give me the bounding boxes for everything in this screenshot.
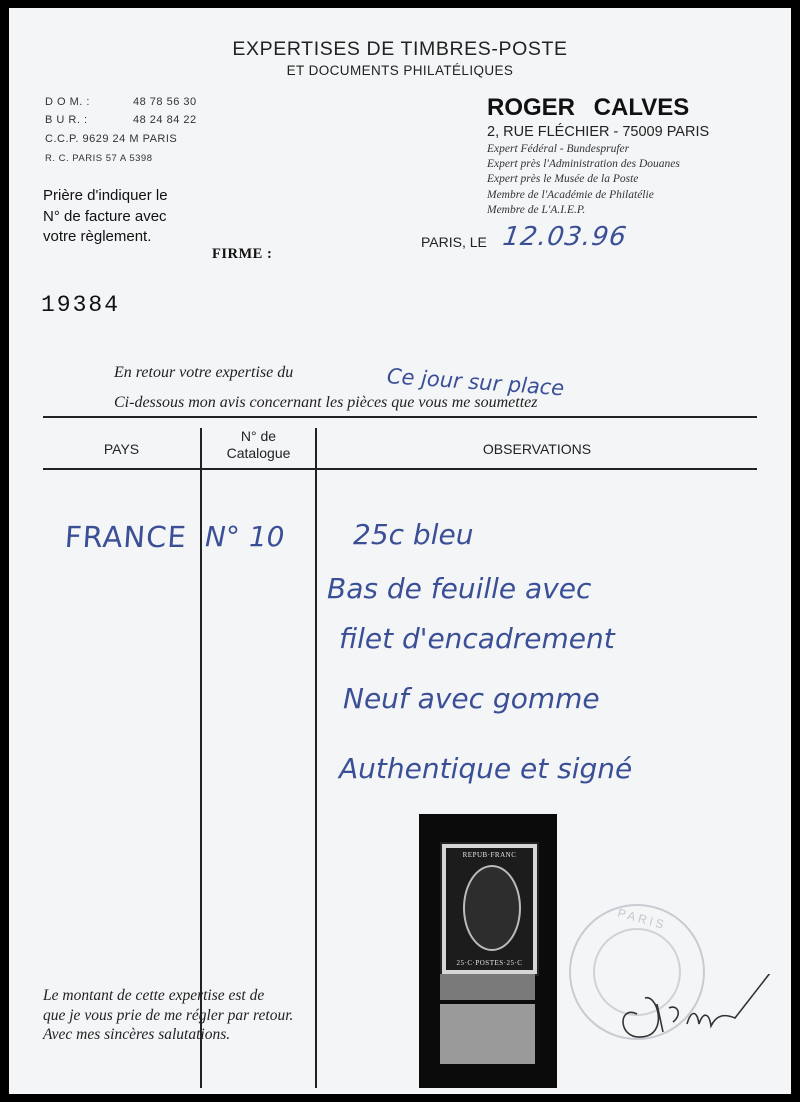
invoice-number: 19384 <box>41 292 121 318</box>
intro-line-2: Ci-dessous mon avis concernant les pièces que vous me soumettez <box>114 394 538 411</box>
credential-line: Expert Fédéral - Bundesprufer <box>487 143 630 155</box>
stamp-frame <box>446 848 533 970</box>
observation-line: Authentique et signé <box>339 752 633 785</box>
payment-request-line: votre règlement. <box>43 228 152 245</box>
sheet-margin <box>440 1004 535 1064</box>
contact-dom-number: 48 78 56 30 <box>133 96 197 108</box>
table-header-rule <box>43 468 757 470</box>
header-catalogue <box>202 428 315 462</box>
payment-request <box>43 186 168 248</box>
credential-line: Expert près l'Administration des Douanes <box>487 158 680 171</box>
contact-dom-label: D O M. : <box>45 96 90 108</box>
letterhead-title: EXPERTISES DE TIMBRES-POSTE <box>232 38 568 60</box>
stamp-mount <box>419 814 557 1088</box>
payment-request-line: Prière d'indiquer le <box>43 187 168 204</box>
closing-text <box>43 986 293 1045</box>
contact-ccp: C.C.P. 9629 24 M PARIS <box>45 133 178 145</box>
header-catalogue-line: N° de <box>240 428 277 444</box>
cell-pays: FRANCE <box>63 520 188 554</box>
intro-line-1: En retour votre expertise du <box>114 364 294 381</box>
expertise-certificate <box>9 8 791 1094</box>
postage-stamp-image <box>440 842 539 976</box>
credential-line: Expert près le Musée de la Poste <box>487 173 639 186</box>
handwritten-expertise-date: Ce jour sur place <box>386 364 566 401</box>
handwritten-date: 12.03.96 <box>500 222 629 252</box>
expert-credentials <box>487 142 680 218</box>
signature-icon <box>607 974 787 1054</box>
letterhead-subtitle: ET DOCUMENTS PHILATÉLIQUES <box>286 63 514 78</box>
credential-line: Membre de l'Académie de Philatélie <box>487 188 654 201</box>
contact-rc: R. C. PARIS 57 A 5398 <box>45 153 153 164</box>
stamp-top-text: REPUB·FRANC <box>462 851 517 859</box>
table-column-divider <box>315 428 317 1088</box>
sheet-margin-with-frame-line <box>440 974 535 1000</box>
contact-bur <box>45 114 197 126</box>
credential-line: Membre de L'A.I.E.P. <box>487 203 586 216</box>
seal-text: PARIS <box>616 905 669 933</box>
closing-line: que je vous prie de me régler par retour. <box>43 1006 294 1024</box>
closing-line: Le montant de cette expertise est de <box>43 987 265 1004</box>
payment-request-line: N° de facture avec <box>43 207 167 225</box>
header-observations: OBSERVATIONS <box>482 441 592 457</box>
observation-line: 25c bleu <box>353 518 474 551</box>
date-prefix: PARIS, LE <box>421 234 487 250</box>
closing-line: Avec mes sincères salutations. <box>43 1026 231 1043</box>
contact-bur-label: B U R. : <box>45 114 88 126</box>
portrait-medallion <box>463 865 521 951</box>
observation-line: filet d'encadrement <box>339 622 615 655</box>
cell-catalogue: N° 10 <box>205 520 285 553</box>
observation-line: Bas de feuille avec <box>327 572 592 605</box>
stamp-bottom-text: 25·C·POSTES·25·C <box>456 959 523 967</box>
contact-bur-number: 48 24 84 22 <box>133 114 197 126</box>
firme-label: FIRME : <box>212 246 273 262</box>
expert-address: 2, RUE FLÉCHIER - 75009 PARIS <box>487 124 710 140</box>
expert-name: ROGER CALVES <box>487 94 690 121</box>
header-catalogue-line: Catalogue <box>226 445 291 461</box>
table-top-rule <box>43 416 757 418</box>
observation-line: Neuf avec gomme <box>343 682 600 715</box>
contact-dom <box>45 96 197 108</box>
header-pays: PAYS <box>103 441 140 457</box>
